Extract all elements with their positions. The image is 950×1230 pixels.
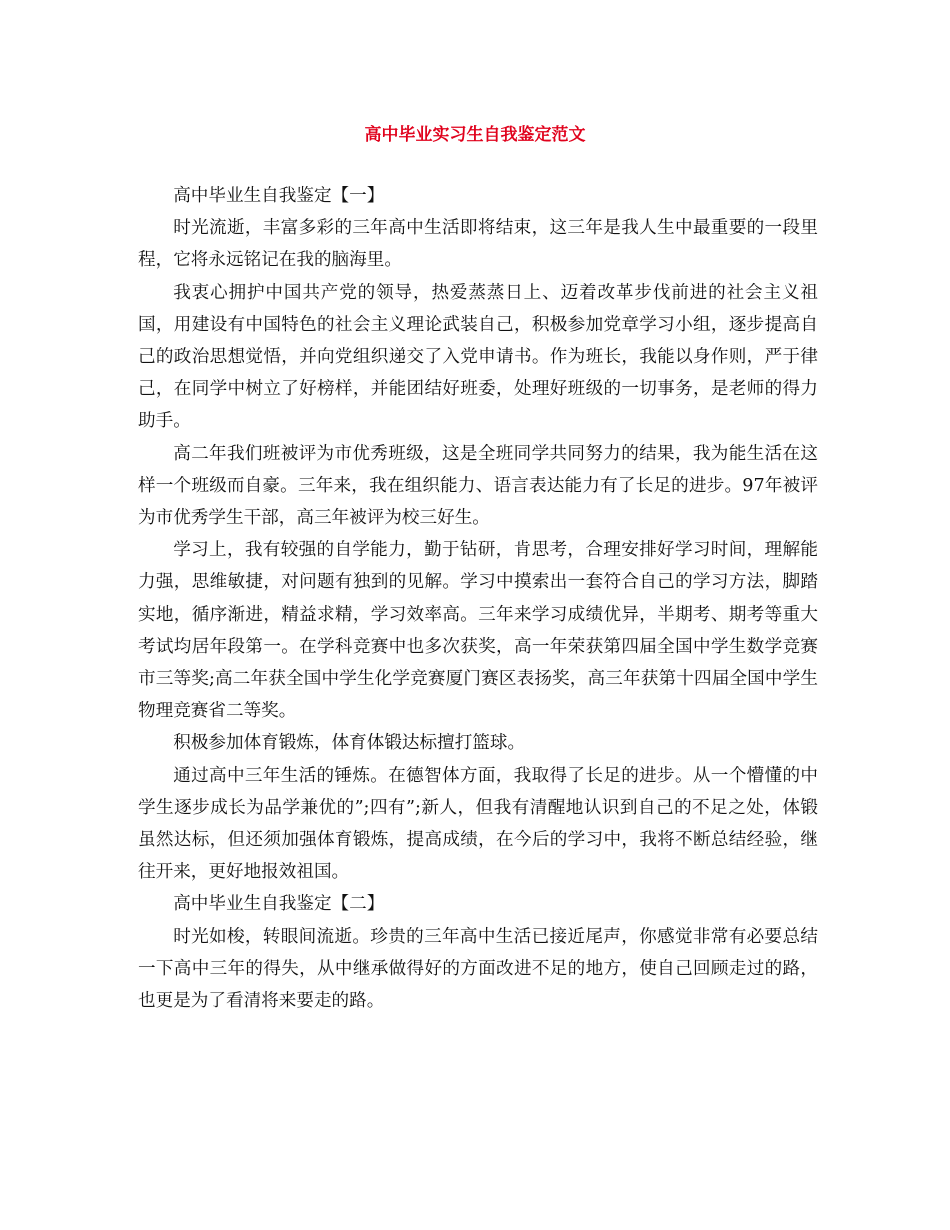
page-title: 高中毕业实习生自我鉴定范文 xyxy=(364,125,586,145)
paragraph: 高二年我们班被评为市优秀班级，这是全班同学共同努力的结果，我为能生活在这样一个班级而自豪。三年来，我在组织能力、语言表达能力有了长足的进步。97年被评为市优秀学生干部，高三年被评为校三好生。 xyxy=(138,443,818,529)
paragraph: 时光如梭，转眼间流逝。珍贵的三年高中生活已接近尾声，你感觉非常有必要总结一下高中三年的得失，从中继承做得好的方面改进不足的地方，使自己回顾走过的路，也更是为了看清将来要走的路。 xyxy=(138,926,818,1012)
document-body xyxy=(138,180,818,1017)
paragraph: 通过高中三年生活的锤炼。在德智体方面，我取得了长足的进步。从一个懵懂的中学生逐步成长为品学兼优的”;四有”;新人，但我有清醒地认识到自己的不足之处，体锻虽然达标，但还须加强体育锻炼，提高成绩，在今后的学习中，我将不断总结经验，继往开来，更好地报效祖国。 xyxy=(138,765,818,883)
paragraph: 时光流逝，丰富多彩的三年高中生活即将结束，这三年是我人生中最重要的一段里程，它将永远铭记在我的脑海里。 xyxy=(138,218,818,271)
section-heading-one: 高中毕业生自我鉴定【一】 xyxy=(173,186,385,206)
paragraph: 积极参加体育锻炼，体育体锻达标擅打篮球。 xyxy=(173,733,526,754)
section-heading-two: 高中毕业生自我鉴定【二】 xyxy=(173,894,385,915)
paragraph: 学习上，我有较强的自学能力，勤于钻研，肯思考，合理安排好学习时间，理解能力强，思维敏捷，对问题有独到的见解。学习中摸索出一套符合自己的学习方法，脚踏实地，循序渐进，精益求精，学习效率高。三年来学习成绩优异，半期考、期考等重大考试均居年段第一。在学科竞赛中也多次获奖，高一年荣获第四届全国中学生数学竞赛市三等奖;高二年获全国中学生化学竞赛厦门赛区表扬奖，高三年获第十四届全国中学生物理竞赛省二等奖。 xyxy=(138,540,818,722)
paragraph: 我衷心拥护中国共产党的领导，热爱蒸蒸日上、迈着改革步伐前进的社会主义祖国，用建设有中国特色的社会主义理论武装自己，积极参加党章学习小组，逐步提高自己的政治思想觉悟，并向党组织递交了入党申请书。作为班长，我能以身作则，严于律己，在同学中树立了好榜样，并能团结好班委，处理好班级的一切事务，是老师的得力助手。 xyxy=(138,282,818,432)
